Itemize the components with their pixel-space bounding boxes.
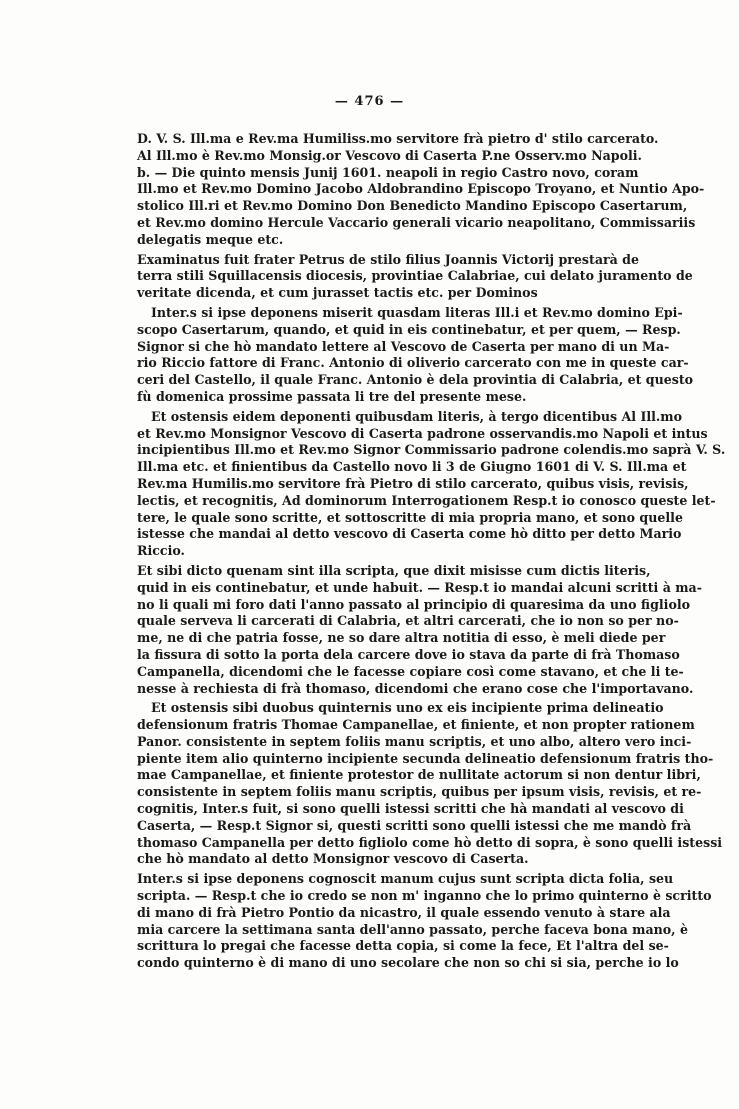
text-line: no li quali mi foro dati l'anno passato al principio di quaresima da uno figliolo (137, 596, 691, 612)
text-line: Rev.ma Humilis.mo servitore frà Pietro di stilo carcerato, quibus visis, revisis, (137, 475, 689, 491)
text-line: D. V. S. Ill.ma e Rev.ma Humiliss.mo servitore frà pietro d' stilo carcerato. (137, 131, 659, 146)
text-line: Et ostensis sibi duobus quinternis uno ex eis incipiente prima delineatio (151, 700, 664, 716)
text-line: consistente in septem foliis manu scriptis, quibus per ipsum visis, revisis, et re- (137, 784, 702, 800)
text-line: di mano di frà Pietro Pontio da nicastro, il quale essendo venuto à stare ala (137, 904, 671, 920)
text-line: Signor si che hò mandato lettere al Vescovo de Caserta per mano di un Ma- (137, 338, 670, 354)
text-line: incipientibus Ill.mo et Rev.mo Signor Commissario padrone colendis.mo saprà V. S. (137, 442, 726, 458)
document-text (137, 131, 726, 972)
text-line: thomaso Campanella per detto figliolo come hò detto di sopra, è sono quelli istessi (137, 834, 723, 850)
text-line: Panor. consistente in septem foliis manu scriptis, et uno albo, altero vero inci- (137, 733, 692, 749)
text-line: la fissura di sotto la porta dela carcere dove io stava da parte di frà Thomaso (137, 646, 680, 662)
text-line: nesse à rechiesta di frà thomaso, dicendomi che erano cose che l'importavano. (137, 680, 694, 696)
text-line: quid in eis continebatur, et unde habuit. — Resp.t io mandai alcuni scritti à ma- (137, 579, 702, 595)
text-line: et Rev.mo domino Hercule Vaccario generali vicario neapolitano, Commissariis (137, 214, 696, 230)
text-line: b. — Die quinto mensis Junij 1601. neapoli in regio Castro novo, coram (137, 164, 639, 180)
text-line: ceri del Castello, il quale Franc. Antonio è dela provintia di Calabria, et questo (137, 372, 694, 388)
text-line: Caserta, — Resp.t Signor si, questi scritti sono quelli istessi che me mandò frà (137, 817, 692, 833)
text-line: veritate dicenda, et cum jurasset tactis etc. per Dominos (137, 285, 538, 301)
text-line: Campanella, dicendomi che le facesse copiare così come stavano, et che li te- (137, 663, 684, 679)
text-line: Et ostensis eidem deponenti quibusdam literis, à tergo dicentibus Al Ill.mo (151, 408, 683, 424)
text-line: delegatis meque etc. (137, 231, 284, 247)
text-line: mae Campanellae, et finiente protestor de nullitate actorum si non dentur libri, (137, 767, 701, 783)
text-line: cognitis, Inter.s fuit, si sono quelli istessi scritti che hà mandati al vescovo di (137, 801, 684, 817)
text-line: stolico Ill.ri et Rev.mo Domino Don Benedicto Mandino Episcopo Casertarum, (137, 198, 688, 214)
text-line: me, ne di che patria fosse, ne so dare altra notitia di esso, è meli diede per (137, 630, 666, 646)
text-line: rio Riccio fattore di Franc. Antonio di oliverio carcerato con me in queste car- (137, 355, 689, 371)
text-line: scopo Casertarum, quando, et quid in eis continebatur, et per quem, — Resp. (137, 321, 681, 337)
text-line: mia carcere la settimana santa dell'anno passato, perche faceva bona mano, è (137, 921, 688, 937)
text-line: tere, le quale sono scritte, et sottoscritte di mia propria mano, et sono quelle (137, 509, 683, 525)
text-line: Et sibi dicto quenam sint illa scripta, que dixit misisse cum dictis literis, (137, 562, 651, 578)
text-line: et Rev.mo Monsignor Vescovo di Caserta padrone osservandis.mo Napoli et intus (137, 425, 708, 441)
text-line: Ill.ma etc. et finientibus da Castello novo li 3 de Giugno 1601 di V. S. Ill.ma et (137, 459, 687, 475)
text-line: fù domenica prossime passata li tre del presente mese. (137, 388, 527, 404)
text-line: Riccio. (137, 543, 185, 559)
text-line: defensionum fratris Thomae Campanellae, et finiente, et non propter rationem (137, 717, 695, 733)
text-line: istesse che mandai al detto vescovo di Caserta come hò ditto per detto Mario (137, 526, 682, 542)
text-line: Inter.s si ipse deponens miserit quasdam literas Ill.i et Rev.mo domino Epi- (151, 304, 683, 320)
text-line: Inter.s si ipse deponens cognoscit manum cujus sunt scripta dicta folia, seu (137, 871, 674, 887)
text-line: Examinatus fuit frater Petrus de stilo filius Joannis Victorij prestarà de (137, 251, 639, 267)
text-line: Ill.mo et Rev.mo Domino Jacobo Aldobrandino Episcopo Troyano, et Nuntio Apo- (137, 181, 705, 197)
text-line: condo quinterno è di mano di uno secolare che non so chi si sia, perche io lo (137, 955, 679, 971)
text-line: piente item alio quinterno incipiente secunda delineatio defensionum fratris tho- (137, 750, 714, 766)
text-line: che hò mandato al detto Monsignor vescovo di Caserta. (137, 851, 529, 867)
text-line: scrittura lo pregai che facesse detta copia, si come la fece, Et l'altra del se- (137, 938, 669, 954)
text-line: terra stili Squillacensis diocesis, provintiae Calabriae, cui delato juramento de (137, 268, 693, 284)
text-line: Al Ill.mo è Rev.mo Monsig.or Vescovo di Caserta P.ne Osserv.mo Napoli. (137, 147, 642, 163)
text-line: quale serveva li carcerati di Calabria, et altri carcerati, che io non so per no- (137, 613, 679, 629)
text-line: scripta. — Resp.t che io credo se non m' inganno che lo primo quinterno è scritto (137, 888, 712, 904)
text-line: lectis, et recognitis, Ad dominorum Interrogationem Resp.t io conosco queste let- (137, 492, 716, 508)
page-number: — 476 — (334, 94, 405, 109)
